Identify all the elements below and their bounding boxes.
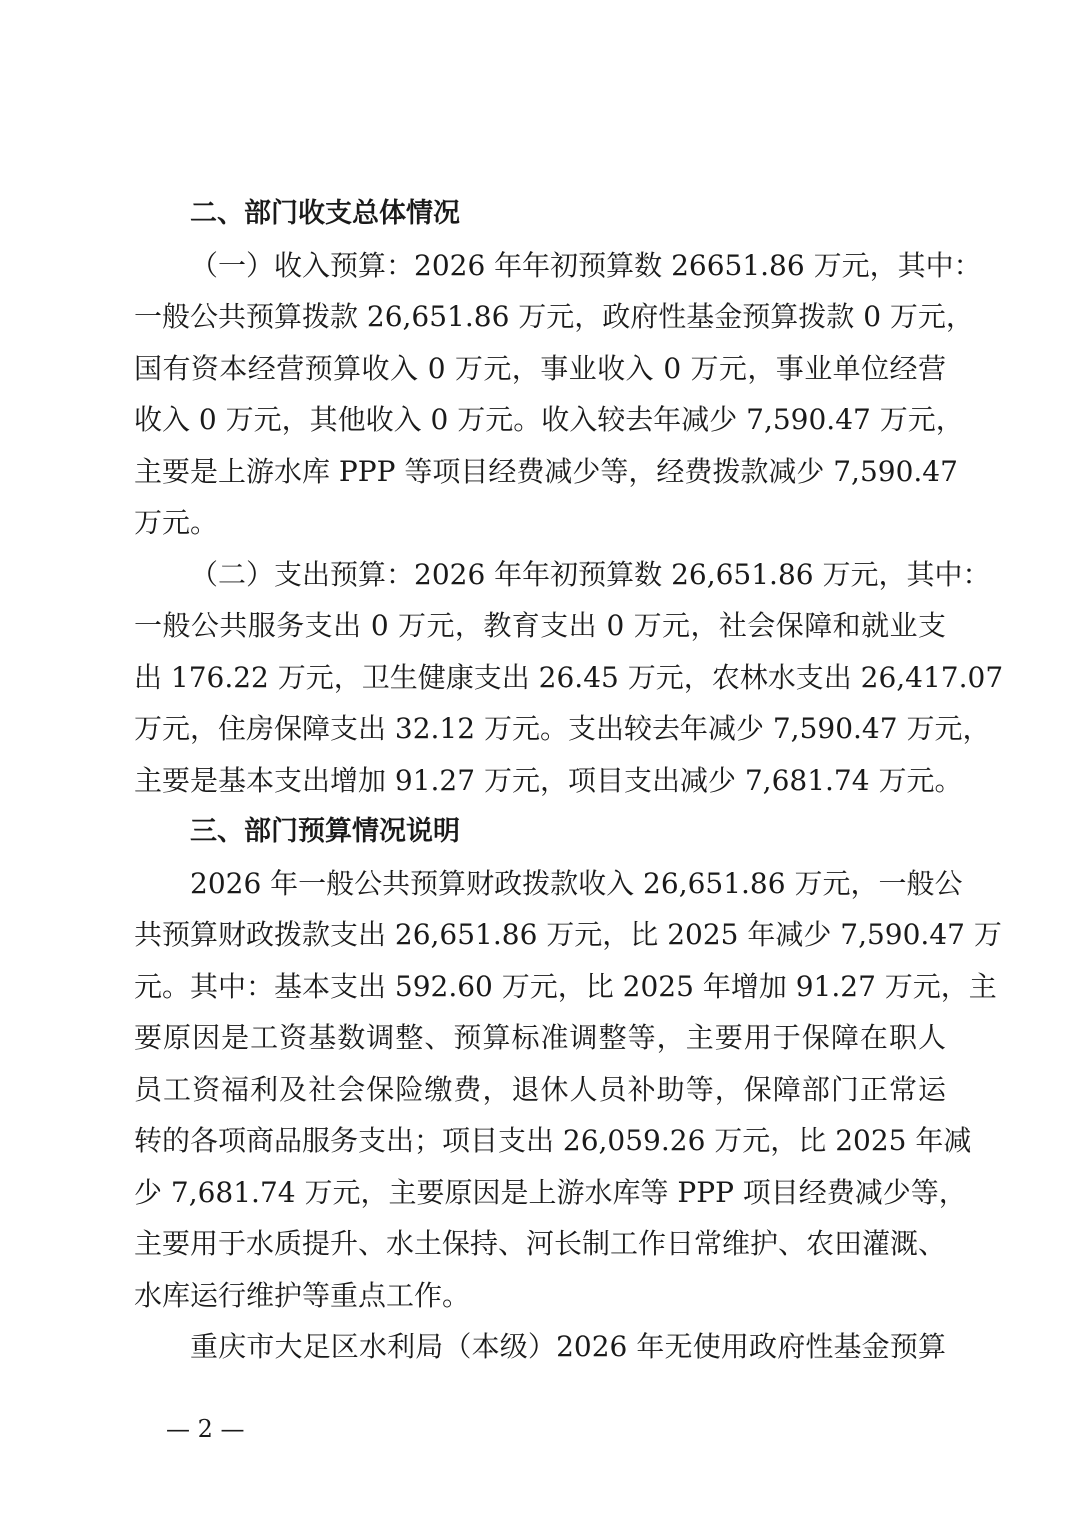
income-budget-label: （一）收入预算：	[190, 248, 415, 282]
paragraph-line: 主要是基本支出增加 91.27 万元，项目支出减少 7,681.74 万元。	[134, 763, 963, 797]
paragraph-line: 要原因是工资基数调整、预算标准调整等，主要用于保障在职人	[134, 1021, 946, 1054]
section-heading-overview: 二、部门收支总体情况	[190, 198, 460, 229]
page-number: — 2 —	[166, 1415, 245, 1443]
income-text: 2026 年年初预算数 26651.86 万元，其中：	[414, 248, 982, 282]
expense-text: 2026 年年初预算数 26,651.86 万元，其中：	[414, 557, 991, 591]
paragraph-line: 员工资福利及社会保险缴费，退休人员补助等，保障部门正常运	[134, 1072, 946, 1106]
paragraph-line: 出 176.22 万元，卫生健康支出 26.45 万元，农林水支出 26,417.07	[134, 660, 1004, 694]
paragraph-line: 元。其中：基本支出 592.60 万元，比 2025 年增加 91.27 万元，主	[134, 969, 997, 1003]
section-heading-budget: 三、部门预算情况说明	[190, 816, 460, 847]
paragraph-line: 重庆市大足区水利局（本级）2026 年无使用政府性基金预算	[190, 1330, 946, 1363]
document-body	[134, 188, 1004, 1373]
paragraph-line: 主要是上游水库 PPP 等项目经费减少等，经费拨款减少 7,590.47	[134, 454, 958, 488]
expense-budget-label: （二）支出预算：	[190, 557, 415, 591]
paragraph-line: 收入 0 万元，其他收入 0 万元。收入较去年减少 7,590.47 万元，	[134, 403, 964, 436]
paragraph-line: 一般公共预算拨款 26,651.86 万元，政府性基金预算拨款 0 万元，	[134, 300, 974, 333]
paragraph-line: 转的各项商品服务支出；项目支出 26,059.26 万元，比 2025 年减	[134, 1124, 972, 1157]
paragraph-line	[134, 549, 991, 601]
paragraph-line: 万元，住房保障支出 32.12 万元。支出较去年减少 7,590.47 万元，	[134, 712, 991, 745]
paragraph-line: 少 7,681.74 万元，主要原因是上游水库等 PPP 项目经费减少等，	[134, 1175, 967, 1209]
paragraph-line: 国有资本经营预算收入 0 万元，事业收入 0 万元，事业单位经营	[134, 351, 946, 385]
paragraph-line: 一般公共服务支出 0 万元，教育支出 0 万元，社会保障和就业支	[134, 609, 946, 642]
paragraph-line: 共预算财政拨款支出 26,651.86 万元，比 2025 年减少 7,590.47 万	[134, 918, 1002, 951]
paragraph-line: 水库运行维护等重点工作。	[134, 1278, 471, 1312]
paragraph-line: 主要用于水质提升、水土保持、河长制工作日常维护、农田灌溉、	[134, 1227, 947, 1260]
paragraph-line: 万元。	[134, 506, 219, 539]
paragraph-line: 2026 年一般公共预算财政拨款收入 26,651.86 万元，一般公	[190, 866, 963, 900]
paragraph-line	[134, 240, 982, 292]
